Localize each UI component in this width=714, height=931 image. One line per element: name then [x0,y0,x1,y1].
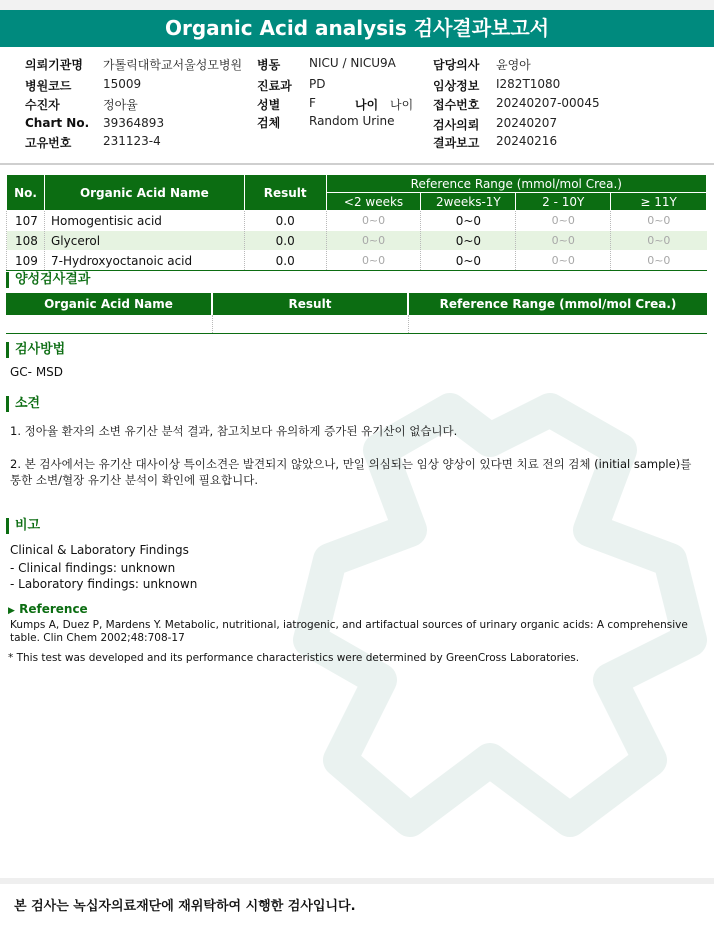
chart-value: 39364893 [103,116,165,130]
row-result: 0.0 [244,251,326,271]
top-strip [0,0,714,10]
table-row [6,315,707,334]
hospital-code-label: 병원코드 [25,79,72,93]
patient-label: 수진자 [25,98,60,112]
table-row [7,211,707,231]
pos-col-result: Result [212,293,408,315]
row-ref-3: 0~0 [516,231,611,251]
col-result-header: Result [244,175,326,211]
ward-value: NICU / NICU9A [309,56,396,70]
request-value: 20240207 [496,116,558,130]
row-result: 0.0 [244,211,326,231]
positive-results-table [6,293,707,334]
row-ref-4: 0~0 [611,251,707,271]
pos-col-name: Organic Acid Name [6,293,212,315]
remarks-title: Clinical & Laboratory Findings [10,543,189,557]
findings-heading: 소견 [6,396,40,412]
doctor-label: 담당의사 [433,58,480,72]
dept-label: 진료과 [257,79,292,93]
row-no: 107 [7,211,45,231]
specimen-label: 검체 [257,116,281,130]
triangle-bullet-icon: ▶ [8,606,15,616]
positive-results-heading: 양성검사결과 [6,272,90,288]
row-ref-1: 0~0 [326,211,421,231]
remarks-item-2: - Laboratory findings: unknown [10,577,198,591]
hospital-code-value: 15009 [103,77,142,91]
age-label: 나이 [355,98,379,112]
dept-value: PD [309,77,326,91]
results-table [6,174,707,271]
method-heading: 검사방법 [6,342,65,358]
ward-label: 병동 [257,58,281,72]
chart-label: Chart No. [25,116,90,130]
reference-note: * This test was developed and its performance characteristics were determined by GreenCross Laboratories. [8,652,580,664]
reference-heading-text: Reference [19,602,88,616]
pos-col-ref: Reference Range (mmol/mol Crea.) [408,293,707,315]
receipt-label: 접수번호 [433,98,480,112]
clinical-value: I282T1080 [496,77,561,91]
row-result: 0.0 [244,231,326,251]
col-ref-header: Reference Range (mmol/mol Crea.) [326,175,706,193]
sex-label: 성별 [257,98,281,112]
pos-empty-cell [408,315,707,334]
row-no: 109 [7,251,45,271]
unique-value: 231123-4 [103,134,161,148]
report-title: Organic Acid analysis 검사결과보고서 [0,10,714,47]
col-no-header: No. [7,175,45,211]
header-divider [0,163,714,165]
row-ref-2: 0~0 [421,211,516,231]
findings-line-2a: 2. 본 검사에서는 유기산 대사이상 특이소견은 발견되지 않았으나, 만일 의심되는 임상 양상이 있다면 치료 전의 검체 (initial sample)를 [10,457,692,471]
findings-line-2b: 통한 소변/혈장 유기산 분석이 확인에 필요합니다. [10,473,258,487]
row-name: Glycerol [44,231,244,251]
col-ref-3: 2 - 10Y [516,193,611,211]
report-date-value: 20240216 [496,134,558,148]
institution-label: 의뢰기관명 [25,58,83,72]
row-no: 108 [7,231,45,251]
row-ref-3: 0~0 [516,211,611,231]
method-text: GC- MSD [10,365,64,379]
row-ref-4: 0~0 [611,231,707,251]
col-ref-1: <2 weeks [326,193,421,211]
remarks-item-1: - Clinical findings: unknown [10,561,176,575]
doctor-value: 윤영아 [496,58,531,72]
row-ref-3: 0~0 [516,251,611,271]
reference-line-2: table. Clin Chem 2002;48:708-17 [10,632,185,644]
footer-text: 본 검사는 녹십자의료재단에 재위탁하여 시행한 검사입니다. [14,899,356,914]
row-ref-4: 0~0 [611,211,707,231]
findings-line-1: 1. 정아율 환자의 소변 유기산 분석 결과, 참고치보다 유의하게 증가된 유기산이 없습니다. [10,424,458,438]
unique-label: 고유번호 [25,136,72,150]
row-ref-2: 0~0 [421,231,516,251]
patient-value: 정아율 [103,98,138,112]
clinical-label: 임상정보 [433,79,480,93]
pos-empty-cell [212,315,408,334]
reference-heading [8,602,88,616]
footer-divider [0,878,714,884]
remarks-heading: 비고 [6,518,40,534]
institution-value: 가톨릭대학교서울성모병원 [103,58,243,72]
row-ref-2: 0~0 [421,251,516,271]
reference-line-1: Kumps A, Duez P, Mardens Y. Metabolic, nutritional, iatrogenic, and artifactual sources of urinary organic acids: A comprehensive [10,619,688,631]
col-name-header: Organic Acid Name [44,175,244,211]
row-ref-1: 0~0 [326,251,421,271]
row-name: Homogentisic acid [44,211,244,231]
row-name: 7-Hydroxyoctanoic acid [44,251,244,271]
col-ref-2: 2weeks-1Y [421,193,516,211]
receipt-value: 20240207-00045 [496,96,600,110]
row-ref-1: 0~0 [326,231,421,251]
request-label: 검사의뢰 [433,118,480,132]
specimen-value: Random Urine [309,114,395,128]
table-row [7,231,707,251]
table-row [7,251,707,271]
col-ref-4: ≥ 11Y [611,193,707,211]
pos-empty-cell [6,315,212,334]
report-date-label: 결과보고 [433,136,480,150]
age-value: 나이 [390,98,414,112]
sex-value: F [309,96,316,110]
